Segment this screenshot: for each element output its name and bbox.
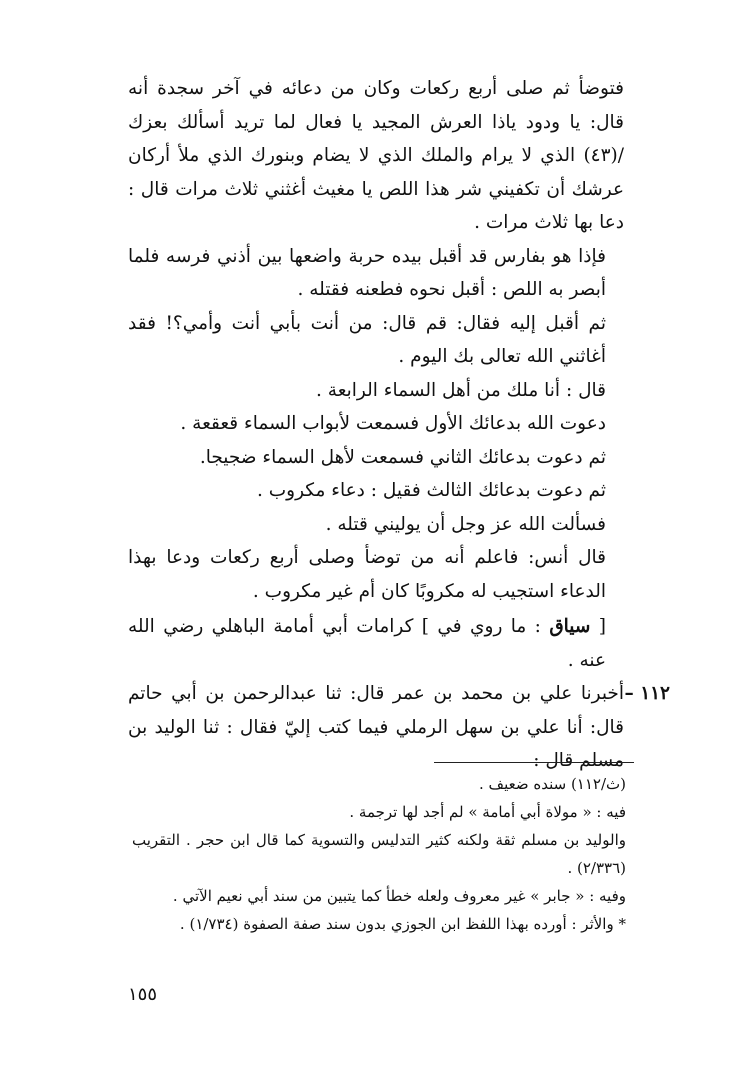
footnote-line: وفيه : « جابر » غير معروف ولعله خطأ كما يتبين من سند أبي نعيم الآتي . — [172, 887, 626, 905]
section-heading-text: : ما روي في ] كرامات أبي أمامة الباهلي رضي الله عنه . — [128, 616, 606, 671]
paragraph: ثم دعوت بدعائك الثاني فسمعت لأهل السماء ضجيجا. — [199, 446, 606, 468]
paragraph: فسألت الله عز وجل أن يوليني قتله . — [325, 513, 606, 535]
page-number: ١٥٥ — [128, 984, 158, 1005]
footnotes — [132, 770, 626, 938]
footnote-line: (ث/١١٢) سنده ضعيف . — [479, 775, 626, 793]
paragraph: فإذا هو بفارس قد أقبل بيده حربة واضعها بين أذني فرسه فلما أبصر به اللص : أقبل نحوه فطعنه فقتله . — [128, 245, 606, 300]
paragraph: ثم دعوت بدعائك الثالث فقيل : دعاء مكروب . — [256, 480, 606, 501]
section-heading — [128, 610, 624, 677]
paragraph: دعوت الله بدعائك الأول فسمعت لأبواب السماء قعقعة . — [180, 413, 606, 434]
footnote-separator — [434, 762, 634, 763]
paragraph: قال : أنا ملك من أهل السماء الرابعة . — [316, 379, 606, 401]
footnote-line: * والأثر : أورده بهذا اللفظ ابن الجوزي بدون سند صفة الصفوة (١/٧٣٤) . — [179, 915, 626, 933]
footnote-line: والوليد بن مسلم ثقة ولكنه كثير التدليس والتسوية كما قال ابن حجر . التقريب (٢/٣٣٦) . — [132, 831, 626, 877]
section-heading-bracket: [ — [598, 616, 606, 637]
paragraph: ثم أقبل إليه فقال: قم قال: من أنت بأبي أنت وأمي؟! فقد أغاثني الله تعالى بك اليوم . — [128, 312, 606, 367]
section-heading-label: سياق — [549, 616, 591, 637]
hadith-text: أخبرنا علي بن محمد بن عمر قال: ثنا عبدالرحمن بن أبي حاتم قال: أنا علي بن سهل الرملي فيما كتب إليّ فقال : ثنا الوليد بن مسلم قال : — [128, 683, 624, 771]
paragraph: فتوضأ ثم صلى أربع ركعات وكان من دعائه في آخر سجدة أنه قال: يا ودود ياذا العرش المجيد يا فعال لما تريد أسألك بعزك /(٤٣) الذي لا يرام والملك الذي لا يضام وبنورك الذي ملأ أركان عرشك أن تكفيني شر هذا اللص يا مغيث أغثني ثلاث مرات قال : دعا بها ثلاث مرات . — [128, 78, 624, 233]
hadith-number: ١١٢ – — [624, 683, 670, 704]
footnote-line: فيه : « مولاة أبي أمامة » لم أجد لها ترجمة . — [349, 803, 626, 821]
main-text — [128, 72, 670, 778]
paragraph: قال أنس: فاعلم أنه من توضأ وصلى أربع ركعات ودعا بهذا الدعاء استجيب له مكروبًا كان أم غير مكروب . — [128, 547, 606, 602]
